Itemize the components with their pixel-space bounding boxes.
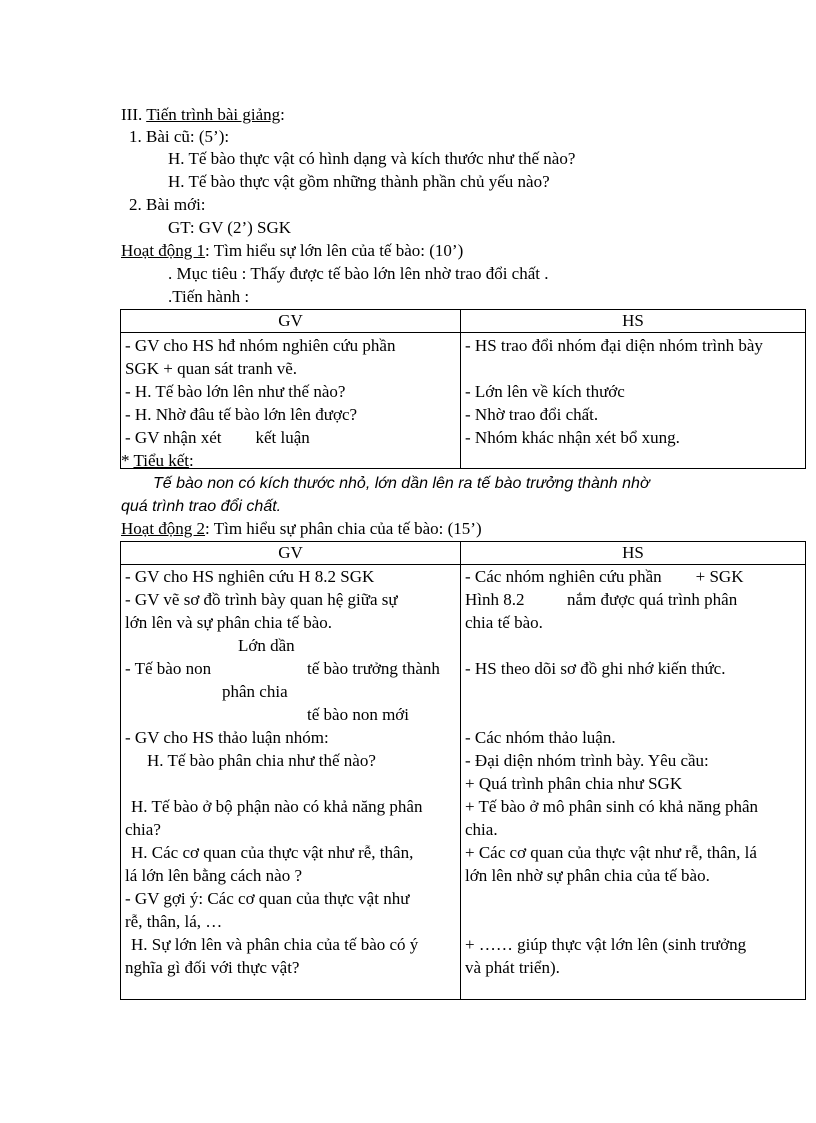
activity2-header-gv: GV (121, 542, 461, 565)
activity2-hs-line: - Các nhóm nghiên cứu phần + SGK (465, 567, 744, 586)
activity2-gv-line: rễ, thân, lá, … (125, 912, 223, 931)
activity1-header-gv: GV (121, 310, 461, 333)
old-lesson-question-1: H. Tế bào thực vật có hình dạng và kích thước như thế nào? (168, 149, 576, 168)
activity2-hs-cell (461, 565, 806, 1000)
section-heading (121, 104, 285, 126)
activity2-hs-line: chia tế bào. (465, 613, 543, 632)
diagram-mature-cell: tế bào trưởng thành (307, 659, 440, 678)
summary-line-1: Tế bào non có kích thước nhỏ, lớn dần lên ra tế bào trưởng thành nhờ (153, 475, 650, 492)
summary-line-2: quá trình trao đổi chất. (121, 498, 282, 515)
activity1-objective: . Mục tiêu : Thấy được tế bào lớn lên nhờ trao đổi chất . (168, 264, 549, 283)
diagram-grow-label: Lớn dần (238, 636, 295, 655)
activity2-gv-line: lớn lên và sự phân chia tế bào. (125, 613, 333, 632)
activity2-gv-cell (121, 565, 461, 1000)
activity2-table (120, 541, 806, 1000)
activity1-hs-line: - Lớn lên về kích thước (465, 382, 625, 401)
activity1-procedure: .Tiến hành : (168, 287, 250, 306)
intro-line: GT: GV (2’) SGK (168, 218, 292, 237)
activity2-hs-line: - Đại diện nhóm trình bày. Yêu cầu: (465, 751, 709, 770)
activity2-gv-line: lá lớn lên bằng cách nào ? (125, 866, 303, 885)
activity2-gv-line: - GV gợi ý: Các cơ quan của thực vật như (125, 889, 410, 908)
activity2-hs-line: + Các cơ quan của thực vật như rễ, thân, lá (465, 843, 757, 862)
activity2-gv-line: H. Các cơ quan của thực vật như rễ, thân, (131, 843, 414, 862)
activity2-hs-line: Hình 8.2 nắm được quá trình phân (465, 590, 738, 609)
activity2-gv-line: H. Tế bào phân chia như thế nào? (147, 751, 376, 770)
activity2-title-rest: : Tìm hiểu sự phân chia của tế bào: (15’) (205, 519, 482, 538)
activity2-hs-line: + Quá trình phân chia như SGK (465, 774, 683, 793)
activity1-gv-line: - H. Tế bào lớn lên như thế nào? (125, 382, 346, 401)
activity2-gv-line: - GV cho HS nghiên cứu H 8.2 SGK (125, 567, 375, 586)
activity2-gv-line: H. Tế bào ở bộ phận nào có khả năng phân (131, 797, 423, 816)
summary-label-text: Tiểu kết (133, 451, 190, 470)
activity2-gv-line: H. Sự lớn lên và phân chia của tế bào có ý (131, 935, 419, 954)
activity1-hs-cell (461, 333, 806, 469)
activity2-gv-line: - GV cho HS thảo luận nhóm: (125, 728, 329, 747)
summary-label-colon: : (189, 451, 194, 470)
activity1-hs-line: - Nhờ trao đổi chất. (465, 405, 599, 424)
activity2-hs-line: + Tế bào ở mô phân sinh có khả năng phân (465, 797, 759, 816)
activity2-gv-line: nghĩa gì đối với thực vật? (125, 958, 300, 977)
activity2-hs-line: lớn lên nhờ sự phân chia của tế bào. (465, 866, 710, 885)
activity1-gv-cell (121, 333, 461, 469)
section-heading-title: Tiến trình bài giảng (146, 105, 281, 124)
summary-star: * (121, 451, 134, 470)
diagram-divide-label: phân chia (222, 682, 288, 701)
activity2-title (121, 518, 482, 540)
activity1-hs-line: - Nhóm khác nhận xét bổ xung. (465, 428, 680, 447)
activity1-table (120, 309, 806, 469)
section-heading-colon: : (280, 105, 285, 124)
activity1-title-rest: : Tìm hiểu sự lớn lên của tế bào: (10’) (205, 241, 464, 260)
activity2-hs-line: chia. (465, 820, 498, 839)
summary-label (121, 450, 194, 472)
diagram-young-cell: - Tế bào non (125, 659, 212, 678)
activity1-hs-line: - HS trao đổi nhóm đại diện nhóm trình bày (465, 336, 763, 355)
old-lesson-label: 1. Bài cũ: (5’): (129, 127, 230, 146)
activity2-hs-line: + …… giúp thực vật lớn lên (sinh trưởng (465, 935, 747, 954)
section-heading-number: III. (121, 105, 147, 124)
activity1-gv-line: - GV nhận xét kết luận (125, 428, 310, 447)
activity2-title-label: Hoạt động 2 (121, 519, 206, 538)
activity1-gv-line: SGK + quan sát tranh vẽ. (125, 359, 298, 378)
activity2-hs-line: và phát triển). (465, 958, 560, 977)
activity2-gv-line: - GV vẽ sơ đồ trình bày quan hệ giữa sự (125, 590, 398, 609)
activity2-gv-line: chia? (125, 820, 161, 839)
activity1-title (121, 240, 463, 262)
activity2-hs-line: - Các nhóm thảo luận. (465, 728, 616, 747)
new-lesson-label: 2. Bài mới: (129, 195, 206, 214)
activity1-title-label: Hoạt động 1 (121, 241, 206, 260)
diagram-new-cell: tế bào non mới (307, 705, 409, 724)
old-lesson-question-2: H. Tế bào thực vật gồm những thành phần chủ yếu nào? (168, 172, 550, 191)
activity1-gv-line: - GV cho HS hđ nhóm nghiên cứu phần (125, 336, 396, 355)
activity1-gv-line: - H. Nhờ đâu tế bào lớn lên được? (125, 405, 358, 424)
activity2-header-hs: HS (461, 542, 806, 565)
activity2-hs-line: - HS theo dõi sơ đồ ghi nhớ kiến thức. (465, 659, 726, 678)
activity1-header-hs: HS (461, 310, 806, 333)
